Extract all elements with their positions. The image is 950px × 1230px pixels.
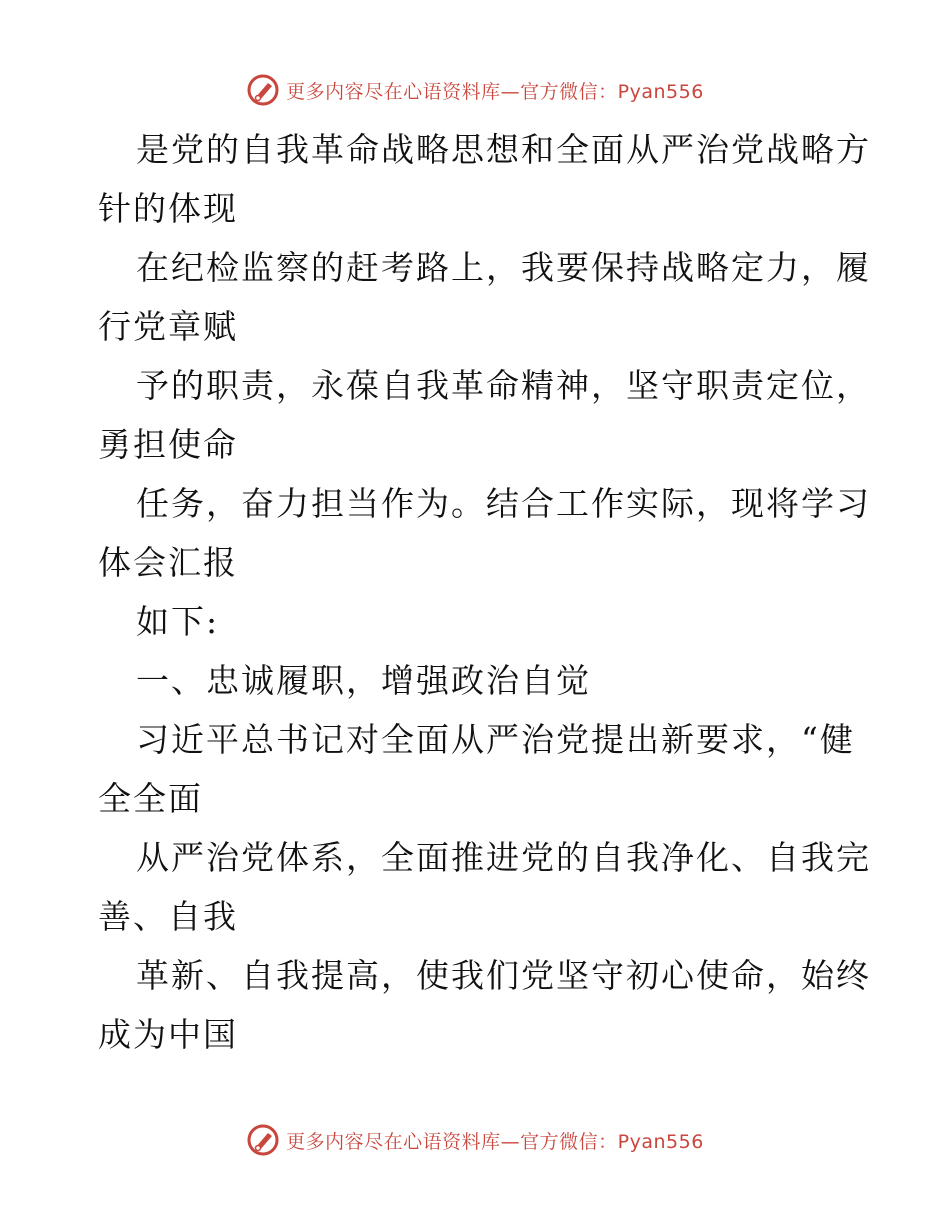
text-line: 全全面 bbox=[98, 779, 203, 818]
pen-nib-logo-icon bbox=[246, 1123, 280, 1157]
text-line: 一、忠诚履职，增强政治自觉 bbox=[136, 661, 591, 700]
text-line: 是党的自我革命战略思想和全面从严治党战略方 bbox=[136, 130, 871, 169]
text-line: 习近平总书记对全面从严治党提出新要求，“健 bbox=[136, 720, 855, 759]
text-line: 如下: bbox=[136, 602, 220, 641]
text-line: 善、自我 bbox=[98, 897, 238, 936]
header-banner bbox=[0, 70, 950, 110]
text-line: 任务，奋力担当作为。结合工作实际，现将学习 bbox=[136, 484, 871, 523]
text-line: 成为中国 bbox=[98, 1015, 238, 1054]
text-line: 行党章赋 bbox=[98, 307, 238, 346]
header-banner-text: 更多内容尽在心语资料库—官方微信：Pyan556 bbox=[286, 80, 704, 103]
text-line: 体会汇报 bbox=[98, 543, 238, 582]
text-line: 在纪检监察的赶考路上，我要保持战略定力，履 bbox=[136, 248, 871, 287]
text-line: 予的职责，永葆自我革命精神，坚守职责定位， bbox=[136, 366, 871, 405]
pen-nib-logo-icon bbox=[246, 73, 280, 107]
footer-banner-text: 更多内容尽在心语资料库—官方微信：Pyan556 bbox=[286, 1130, 704, 1153]
footer-banner bbox=[0, 1120, 950, 1160]
text-line: 革新、自我提高，使我们党坚守初心使命，始终 bbox=[136, 956, 871, 995]
text-line: 针的体现 bbox=[98, 189, 238, 228]
text-line: 勇担使命 bbox=[98, 425, 238, 464]
text-line: 从严治党体系，全面推进党的自我净化、自我完 bbox=[136, 838, 871, 877]
document-body bbox=[98, 120, 871, 1064]
